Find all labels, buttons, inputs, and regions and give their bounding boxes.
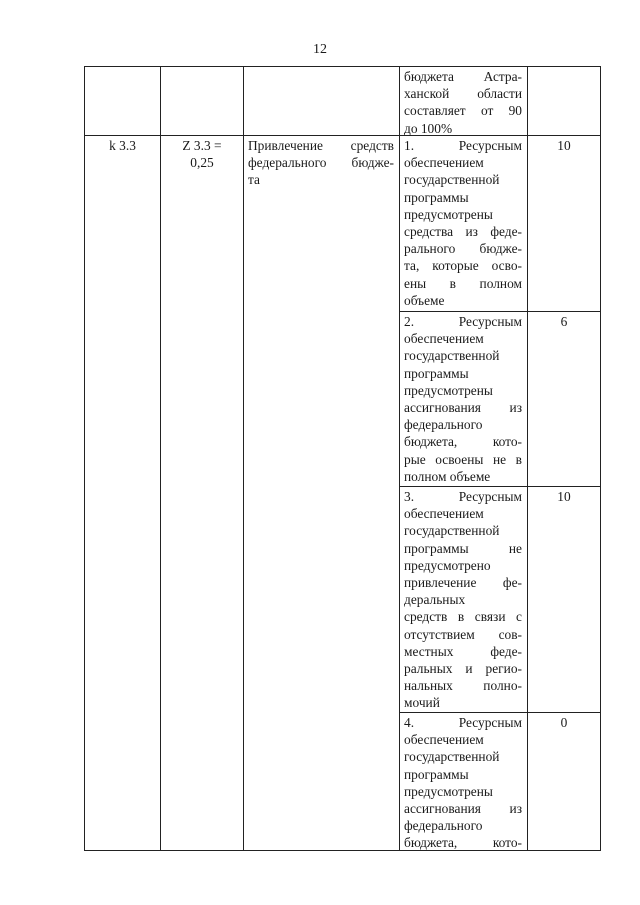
text-line: 3. Ресурсным (404, 489, 522, 504)
text-line: отсутствием сов- (404, 626, 522, 642)
text-line: та (248, 172, 260, 188)
text-line: федерального (404, 417, 483, 433)
criterion-3-score: 10 (557, 489, 571, 504)
text-line: государственной (404, 749, 500, 765)
criterion-3-text (404, 488, 522, 712)
weight-value (161, 137, 243, 171)
text-line: обеспечением (404, 155, 484, 171)
text-line: государственной (404, 523, 500, 539)
criteria-divider-3 (399, 712, 601, 713)
row-divider (84, 135, 601, 136)
text-line: программы (404, 365, 469, 381)
text-line: нальных полно- (404, 678, 522, 694)
col-border-2 (243, 66, 244, 851)
text-line: государственной (404, 348, 500, 364)
text-line: местных феде- (404, 643, 522, 659)
text-line: составляет от 90 (404, 103, 522, 119)
text-line: 4. Ресурсным (404, 715, 522, 730)
text-line: федерального (404, 818, 483, 834)
text-line: обеспечением (404, 506, 484, 522)
text-line: программы не (404, 540, 522, 556)
col-border-4 (527, 66, 528, 851)
text-line: бюджета, кото- (404, 835, 522, 851)
text-line: предусмотрены (404, 783, 493, 799)
text-line: до 100% (404, 120, 453, 136)
criterion-1-score: 10 (557, 138, 571, 153)
text-line: ассигнования из (404, 801, 522, 817)
col-border-5 (600, 66, 601, 851)
text-line: 2. Ресурсным (404, 314, 522, 329)
text-line: ральных и регио- (404, 661, 522, 677)
text-line: ассигнования из (404, 400, 522, 416)
text-line: та, которые осво- (404, 258, 522, 274)
row0-criterion-text (404, 68, 522, 137)
text-line: мочий (404, 695, 440, 711)
indicator-name (248, 137, 394, 189)
text-line: федерального бюдже- (248, 155, 394, 171)
text-line: средств в связи с (404, 609, 522, 625)
text-line: привлечение фе- (404, 575, 522, 591)
criteria-divider-2 (399, 486, 601, 487)
col-border-0 (84, 66, 85, 851)
text-line: Привлечение средств (248, 138, 394, 153)
criteria-divider-1 (399, 311, 601, 312)
criterion-4-score: 0 (560, 715, 568, 730)
text-line: рального бюдже- (404, 241, 522, 257)
text-line: Z 3.3 = (182, 138, 222, 153)
text-line: обеспечением (404, 331, 484, 347)
table-top-border (84, 66, 601, 67)
text-line: ханской области (404, 86, 522, 102)
text-line: бюджета Астра- (404, 69, 522, 84)
criterion-2-score: 6 (560, 314, 568, 329)
col-border-1 (160, 66, 161, 851)
text-line: государственной (404, 172, 500, 188)
text-line: рые освоены не в (404, 451, 522, 467)
table-bottom-border (84, 850, 601, 851)
text-line: программы (404, 766, 469, 782)
page-number: 12 (313, 42, 327, 57)
text-line: ены в полном (404, 275, 522, 291)
text-line: объеме (404, 292, 445, 308)
text-line: деральных (404, 592, 466, 608)
text-line: программы (404, 189, 469, 205)
criterion-1-text (404, 137, 522, 309)
text-line: средства из феде- (404, 224, 522, 240)
text-line: 1. Ресурсным (404, 138, 522, 153)
criterion-2-text (404, 313, 522, 485)
text-line: обеспечением (404, 732, 484, 748)
text-line: предусмотрено (404, 557, 491, 573)
coefficient-code: k 3.3 (109, 138, 136, 153)
text-line: полном объеме (404, 468, 491, 484)
text-line: предусмотрены (404, 206, 493, 222)
text-line: предусмотрены (404, 382, 493, 398)
col-border-3 (399, 66, 400, 851)
text-line: 0,25 (190, 155, 214, 171)
text-line: бюджета, кото- (404, 434, 522, 450)
criterion-4-text (404, 714, 522, 852)
